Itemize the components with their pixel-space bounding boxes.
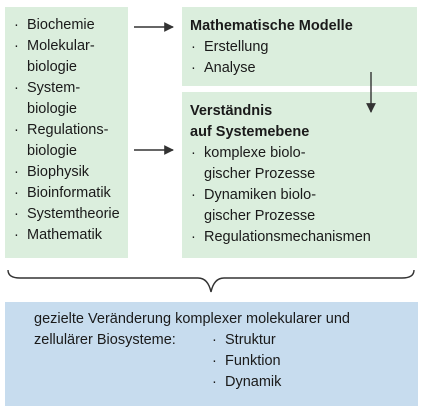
model-step-item-text: Analyse [204, 60, 256, 76]
result-item-text: Struktur [225, 332, 276, 348]
field-item-text: Biochemie [27, 17, 95, 33]
bullet-icon: · [191, 187, 196, 203]
understanding-item-text: gischer Prozesse [204, 166, 316, 182]
field-item-text: System- [27, 80, 81, 96]
bullet-icon: · [14, 227, 19, 243]
bullet-icon: · [191, 229, 196, 245]
understanding-item-text: gischer Prozesse [204, 208, 316, 224]
bullet-icon: · [14, 164, 19, 180]
field-item-text: Mathematik [27, 227, 102, 243]
field-item-text: Biophysik [27, 164, 90, 180]
understanding-item-text: komplexe biolo- [204, 145, 306, 161]
bullet-icon: · [212, 332, 217, 348]
bullet-icon: · [191, 39, 196, 55]
math-models-title: Mathematische Modelle [190, 18, 353, 34]
field-item-text: Systemtheorie [27, 206, 120, 222]
bullet-icon: · [191, 60, 196, 76]
bullet-icon: · [14, 17, 19, 33]
bullet-icon: · [14, 206, 19, 222]
field-item-text: Molekular- [27, 38, 95, 54]
understanding-title-line-1: Verständnis [190, 103, 273, 119]
bullet-icon: · [212, 374, 217, 390]
bullet-icon: · [14, 122, 19, 138]
bullet-icon: · [191, 145, 196, 161]
field-item-text: biologie [27, 101, 77, 117]
result-item-text: Dynamik [225, 374, 282, 390]
result-text-line-1: gezielte Veränderung komplexer molekularer und [34, 311, 350, 327]
bullet-icon: · [14, 38, 19, 54]
result-text-line-2: zellulärer Biosysteme: [34, 332, 176, 348]
understanding-item-text: Regulationsmechanismen [204, 229, 371, 245]
result-item-text: Funktion [225, 353, 281, 369]
field-item-text: Bioinformatik [27, 185, 111, 201]
field-item-text: Regulations- [27, 122, 109, 138]
understanding-title-line-2: auf Systemebene [190, 124, 310, 140]
combining-brace [8, 270, 414, 292]
bullet-icon: · [212, 353, 217, 369]
bullet-icon: · [14, 80, 19, 96]
model-step-item-text: Erstellung [204, 39, 269, 55]
field-item-text: biologie [27, 59, 77, 75]
bullet-icon: · [14, 185, 19, 201]
field-item-text: biologie [27, 143, 77, 159]
understanding-item-text: Dynamiken biolo- [204, 187, 317, 203]
